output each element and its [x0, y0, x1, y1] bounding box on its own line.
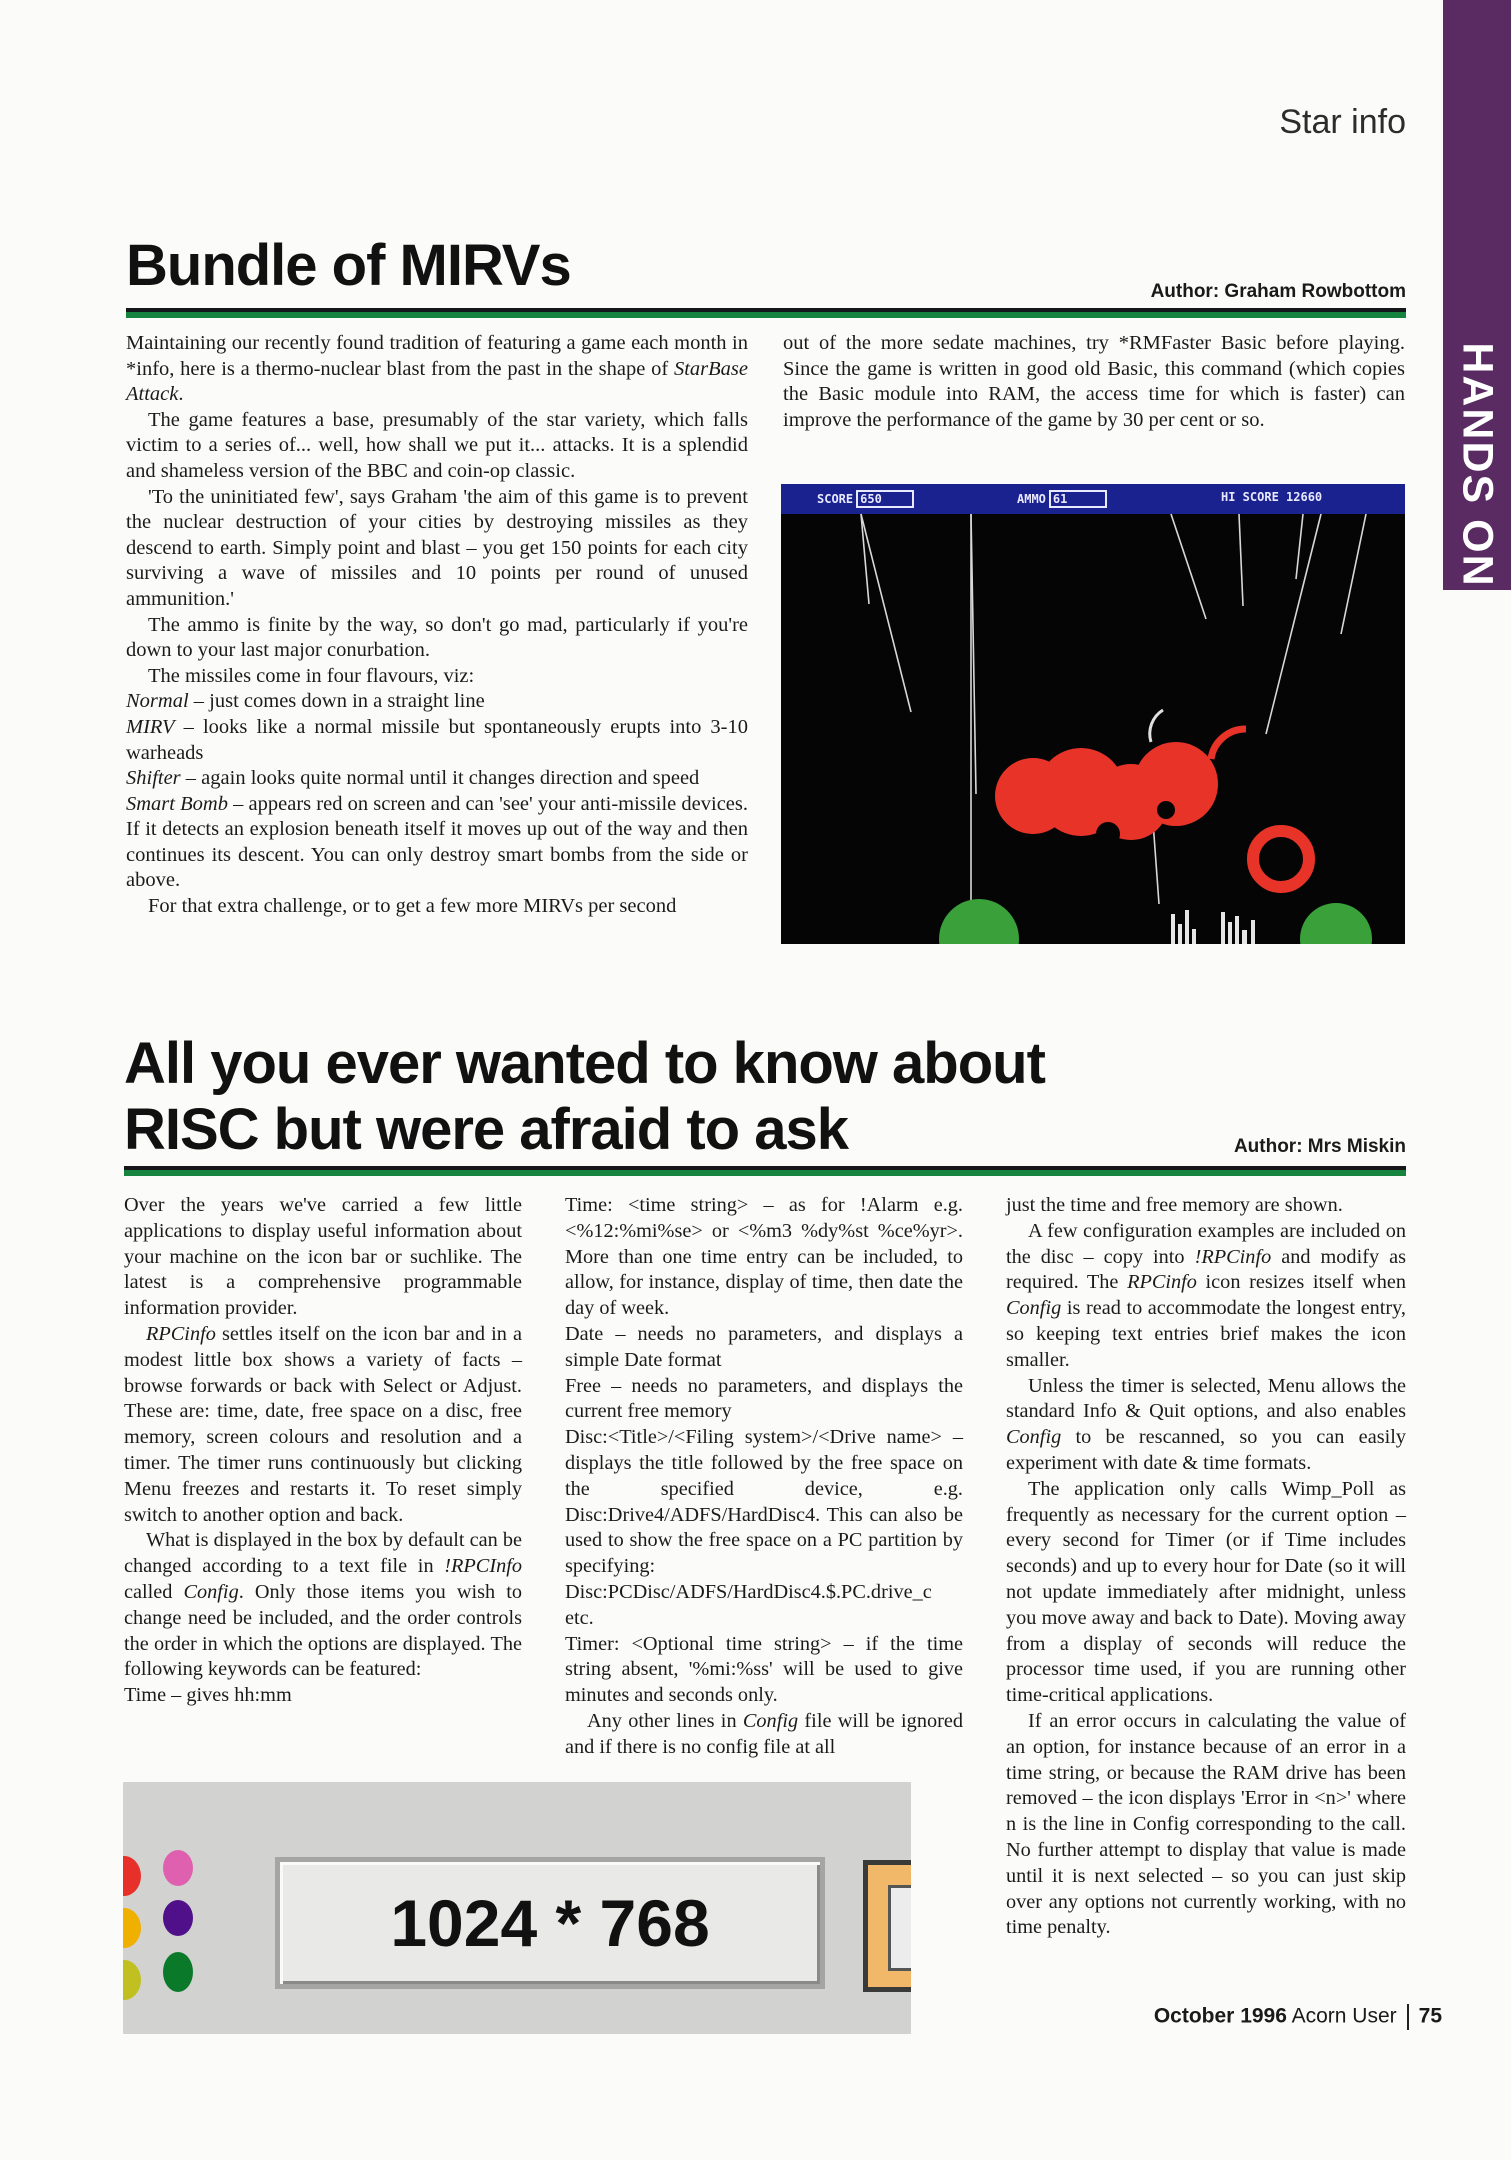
article2-column-2: [565, 1193, 963, 1761]
footer-magazine: Acorn User: [1291, 2004, 1397, 2028]
article2-column-1: [124, 1193, 522, 1709]
paragraph: Unless the timer is selected, Menu allows the standard Info & Quit options, and also enables Config to be rescanned, so you can easily experiment with date & time formats.: [1006, 1374, 1406, 1474]
hud-score: SCORE 650: [817, 490, 914, 508]
section-header: Star info: [1279, 103, 1406, 141]
game-scene: [781, 484, 1405, 944]
missile-type-mirv: MIRV – looks like a normal missile but spontaneously erupts into 3-10 warheads: [126, 715, 748, 764]
keyword-date: Date – needs no parameters, and displays a simple Date format: [565, 1322, 963, 1371]
missile-type-shifter: Shifter – again looks quite normal until it changes direction and speed: [126, 767, 700, 790]
city-skyline: [1171, 910, 1255, 944]
missile-trail: [861, 514, 911, 712]
paragraph: A few configuration examples are included on the disc – copy into !RPCinfo and modify as required. The RPCinfo icon resizes itself when Config is read to accommodate the longest entry, so keeping text entries brief makes the icon smaller.: [1006, 1219, 1406, 1371]
keyword-timer: Timer: <Optional time string> – if the time string absent, '%mi:%ss' will be used to give minutes and seconds only.: [565, 1632, 963, 1707]
palette-dot-purple: [163, 1900, 193, 1936]
rpcinfo-panel: [275, 1857, 825, 1989]
paragraph: The ammo is finite by the way, so don't go mad, particularly if you're down to your last major conurbation.: [126, 613, 748, 662]
paragraph: just the time and free memory are shown.: [1006, 1194, 1343, 1216]
paragraph: Over the years we've carried a few little applications to display useful information about your machine on the icon bar or suchlike. The latest is a comprehensive programmable information provider.: [124, 1194, 522, 1320]
missile-type-normal: Normal – just comes down in a straight line: [126, 690, 485, 713]
missile-arc: [1150, 710, 1163, 742]
missile-trail: [1266, 514, 1321, 734]
paragraph: RPCinfo settles itself on the icon bar and in a modest little box shows a variety of facts – browse forwards or back with Select or Adjust. These are: time, date, free space on a disc, free memory, screen colours and resolution and a timer. The timer runs continuously but clicking Menu freezes and restarts it. To reset simply switch to another option and back.: [124, 1322, 522, 1526]
paragraph: If an error occurs in calculating the value of an option, for instance because of an error in a time string, or because the RAM drive has been removed – the icon displays 'Error in <n>' where n is the line in Config corresponding to the call. No further attempt to display that value is made until it is next selected – so you can just skip over any options not currently working, with no time penalty.: [1006, 1709, 1406, 1939]
explosion-hole: [1096, 822, 1120, 846]
expanding-ring: [1253, 831, 1309, 887]
paragraph: What is displayed in the box by default can be changed according to a text file in !RPCInfo called Config. Only those items you wish to change need be included, and the order controls the order in which the options are displayed. The following keywords can be featured:: [124, 1529, 522, 1681]
page-number: 75: [1418, 2004, 1442, 2028]
article2-column-3: [1006, 1193, 1406, 1941]
paragraph: For that extra challenge, or to get a few more MIRVs per second: [148, 895, 677, 918]
article2-author: Author: Mrs Miskin: [1233, 1136, 1406, 1157]
explosion: [1134, 742, 1218, 826]
resolution-readout: 1024 * 768: [390, 1886, 710, 1960]
monitor-icon: [863, 1860, 911, 1992]
article2-rule: [124, 1166, 1406, 1176]
paragraph: The application only calls Wimp_Poll as frequently as necessary for the current option – every second for Timer (or if Time includes seconds) and up to every hour for Date (so it will not update immediately after midnight, unless you move away and back to Date). Moving away from a display of seconds will reduce the processor time used, if you are running other time-critical applications.: [1006, 1477, 1406, 1707]
palette-dot-pink: [163, 1850, 193, 1886]
paragraph: The missiles come in four flavours, viz:: [148, 664, 475, 687]
footer-divider: [1407, 2004, 1409, 2030]
article1-column-1: [126, 331, 748, 920]
page-footer: [1154, 2004, 1442, 2030]
paragraph: Any other lines in Config file will be ignored and if there is no config file at all: [565, 1709, 963, 1758]
keyword-time-string: Time: <time string> – as for !Alarm e.g. <%12:%mi%se> or <%m3 %dy%st %ce%yr>. More than one time entry can be included, to allow, for instance, display of time, then date the day of week.: [565, 1194, 963, 1320]
section-tab-label: HANDS ON: [1453, 342, 1502, 588]
monitor-screen: [888, 1885, 911, 1971]
paragraph: out of the more sedate machines, try *RMFaster Basic before playing. Since the game is written in good old Basic, this command (which copies the Basic module into RAM, the access time for which is faster) can improve the performance of the game by 30 per cent or so.: [783, 332, 1405, 431]
rpcinfo-screenshot: [123, 1782, 911, 2034]
keyword-free: Free – needs no parameters, and displays the current free memory: [565, 1374, 963, 1423]
game-screenshot: [781, 484, 1405, 944]
missile-type-smart-bomb: Smart Bomb – appears red on screen and can 'see' your anti-missile devices. If it detects an explosion beneath itself it moves up out of the way and then continues its descent. You can only destroy smart bombs from the side or above.: [126, 792, 748, 892]
paragraph: The game features a base, presumably of the star variety, which falls victim to a series of... well, how shall we put it... attacks. It is a splendid and shameless version of the BBC and coin-op classic.: [126, 408, 748, 482]
article2-title-line-2: RISC but were afraid to ask: [124, 1097, 848, 1162]
expanding-ring: [1211, 729, 1246, 759]
explosion-hole: [1157, 801, 1175, 819]
article1-title: Bundle of MIRVs: [126, 233, 571, 298]
article1-para-intro: Maintaining our recently found tradition of featuring a game each month in *info, here is a thermo-nuclear blast from the past in the shape of StarBase Attack.: [126, 332, 748, 406]
missile-base: [939, 899, 1019, 944]
palette-dot-red: [123, 1856, 141, 1896]
missile-base: [1300, 903, 1372, 944]
hud-hiscore: HI SCORE 12660: [1221, 490, 1323, 504]
paragraph: 'To the uninitiated few', says Graham 'the aim of this game is to prevent the nuclear destruction of your cities by destroying missiles as they descend to earth. Simply point and blast – you get 150 points for each city surviving a wave of missiles and 10 points per round of unused ammunition.': [126, 485, 748, 610]
keyword-disc: Disc:<Title>/<Filing system>/<Drive name> – displays the title followed by the free space on the specified device, e.g. Disc:Drive4/ADFS/HardDisc4. This can also be used to show the free space on a PC partition by specifying: Disc:PCDisc/ADFS/HardDisc4.$.PC.drive_c etc.: [565, 1426, 963, 1629]
article1-author: Author: Graham Rowbottom: [1150, 281, 1406, 302]
article1-rule: [126, 308, 1406, 318]
palette-dot-green: [163, 1952, 193, 1992]
article1-column-2: [783, 331, 1405, 433]
article2-title-line-1: All you ever wanted to know about: [124, 1031, 1045, 1096]
palette-dot-olive: [123, 1960, 141, 2000]
keyword-time: Time – gives hh:mm: [124, 1684, 292, 1707]
footer-date: October 1996: [1153, 2004, 1287, 2028]
missile-trail: [1341, 514, 1366, 634]
missile-trail: [1239, 514, 1243, 606]
missile-trail: [1171, 514, 1206, 619]
hud-ammo: AMMO 61: [1017, 490, 1107, 508]
palette-dot-yellow: [123, 1908, 141, 1948]
missile-trail: [1296, 514, 1303, 579]
